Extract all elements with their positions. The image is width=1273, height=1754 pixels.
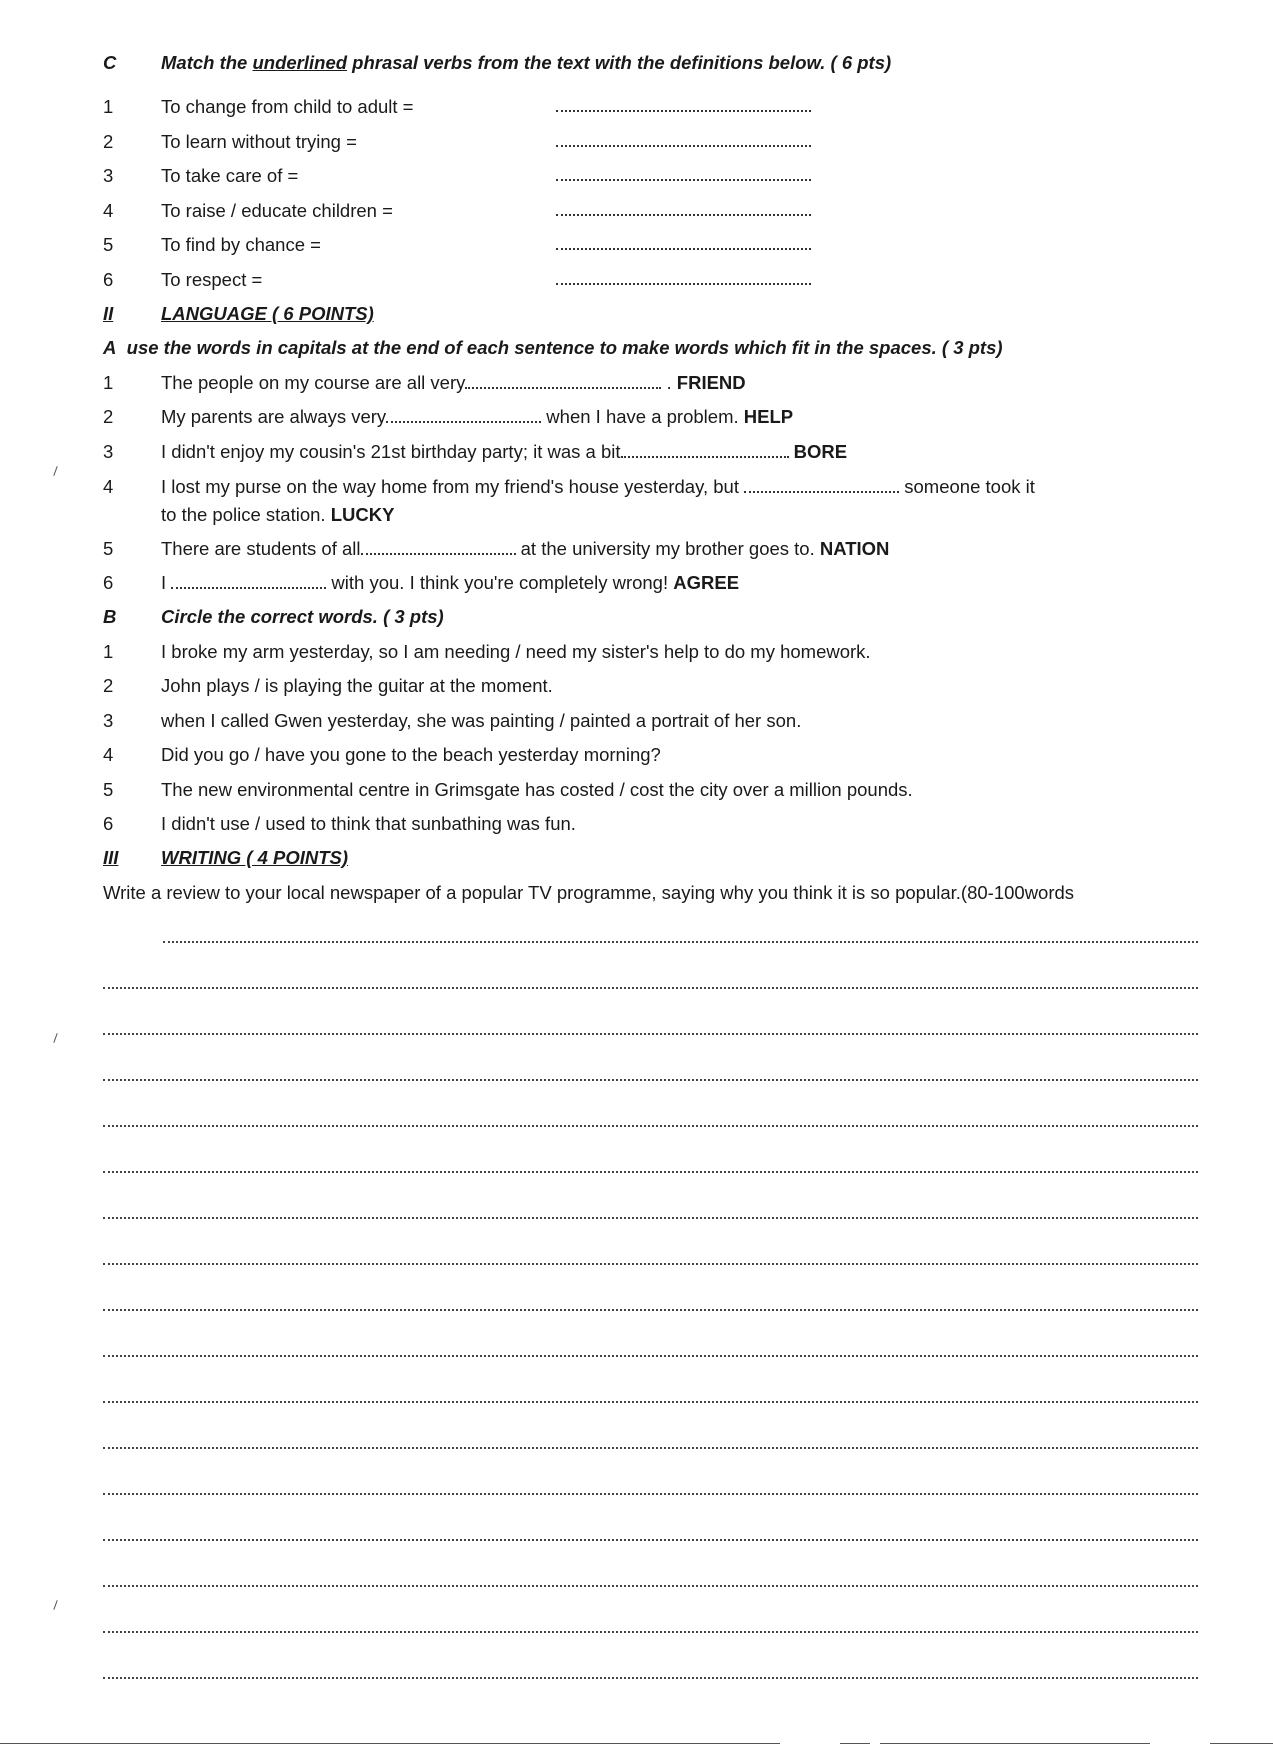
item-number: 3: [103, 441, 114, 462]
part-a-letter: A: [103, 337, 117, 358]
keyword: FRIEND: [676, 372, 746, 393]
writing-line[interactable]: [103, 1171, 1198, 1173]
sentence: [161, 372, 746, 394]
language-roman: II: [103, 303, 114, 324]
sentence-start: There are students of all: [161, 538, 361, 559]
definition-text: To find by chance =: [161, 234, 321, 255]
item-number: 4: [103, 744, 114, 765]
answer-blank[interactable]: [556, 248, 811, 250]
answer-blank[interactable]: [556, 145, 811, 147]
item-number: 6: [103, 269, 114, 290]
answer-blank[interactable]: [361, 539, 516, 555]
sentence: [161, 476, 1035, 498]
writing-line[interactable]: [103, 1033, 1198, 1035]
keyword: LUCKY: [330, 504, 395, 525]
sentence: [161, 538, 889, 560]
answer-blank[interactable]: [556, 110, 811, 112]
sentence-continued: [161, 504, 394, 526]
writing-line[interactable]: [103, 987, 1198, 989]
item-number: 3: [103, 165, 114, 186]
sentence: [161, 572, 739, 594]
item-number: 2: [103, 131, 114, 152]
item-number: 3: [103, 710, 114, 731]
item-number: 6: [103, 572, 114, 593]
writing-line[interactable]: [103, 1493, 1198, 1495]
sentence-start: I lost my purse on the way home from my friend's house yesterday, but: [161, 476, 745, 497]
writing-line[interactable]: [103, 1447, 1198, 1449]
writing-line[interactable]: [103, 1539, 1198, 1541]
sentence-line2: to the police station.: [161, 504, 331, 525]
answer-blank[interactable]: [386, 407, 541, 423]
part-b-letter: B: [103, 606, 117, 627]
sentence-end: at the university my brother goes to.: [515, 538, 820, 559]
answer-blank[interactable]: [465, 373, 661, 389]
item-number: 6: [103, 813, 114, 834]
writing-title: WRITING ( 4 POINTS): [161, 847, 349, 868]
item-number: 4: [103, 476, 114, 497]
writing-line[interactable]: [103, 1217, 1198, 1219]
answer-blank[interactable]: [556, 179, 811, 181]
keyword: AGREE: [673, 572, 740, 593]
sentence-with-options[interactable]: The new environmental centre in Grimsgate has costed / cost the city over a million pounds.: [161, 779, 913, 800]
answer-blank[interactable]: [556, 283, 811, 285]
writing-line[interactable]: [103, 1677, 1198, 1679]
writing-prompt: Write a review to your local newspaper of a popular TV programme, saying why you think it is so popular.(80-100words: [103, 882, 1075, 903]
sentence-end: with you. I think you're completely wrong!: [326, 572, 674, 593]
footer-rule: [840, 1743, 870, 1744]
answer-blank[interactable]: [556, 214, 811, 216]
sentence-with-options[interactable]: I broke my arm yesterday, so I am needing / need my sister's help to do my homework.: [161, 641, 871, 662]
definition-text: To take care of =: [161, 165, 299, 186]
writing-line[interactable]: [163, 941, 1198, 943]
sentence-start: I didn't enjoy my cousin's 21st birthday party; it was a bit: [161, 441, 621, 462]
definition-text: To raise / educate children =: [161, 200, 393, 221]
item-number: 1: [103, 96, 114, 117]
footer-rule: [880, 1743, 1150, 1744]
sentence-with-options[interactable]: John plays / is playing the guitar at the moment.: [161, 675, 553, 696]
margin-mark: [53, 466, 57, 476]
answer-blank[interactable]: [621, 442, 789, 458]
writing-line[interactable]: [103, 1263, 1198, 1265]
sentence-start: The people on my course are all very: [161, 372, 466, 393]
item-number: 5: [103, 234, 114, 255]
item-number: 2: [103, 675, 114, 696]
answer-blank[interactable]: [171, 573, 326, 589]
writing-roman: III: [103, 847, 119, 868]
writing-line[interactable]: [103, 1401, 1198, 1403]
writing-line[interactable]: [103, 1125, 1198, 1127]
sentence-end: .: [661, 372, 677, 393]
sentence-with-options[interactable]: I didn't use / used to think that sunbathing was fun.: [161, 813, 576, 834]
keyword: BORE: [793, 441, 848, 462]
writing-line[interactable]: [103, 1309, 1198, 1311]
item-number: 5: [103, 538, 114, 559]
sentence-start: I: [161, 572, 172, 593]
sentence: [161, 406, 793, 428]
writing-line[interactable]: [103, 1079, 1198, 1081]
writing-line[interactable]: [103, 1585, 1198, 1587]
instruction-text: Match the: [161, 52, 253, 73]
sentence-end: when I have a problem.: [541, 406, 744, 427]
item-number: 4: [103, 200, 114, 221]
item-number: 1: [103, 641, 114, 662]
item-number: 5: [103, 779, 114, 800]
part-a-heading: [103, 337, 1003, 359]
section-c-letter: C: [103, 52, 117, 73]
definition-text: To learn without trying =: [161, 131, 357, 152]
item-number: 1: [103, 372, 114, 393]
part-b-instruction: Circle the correct words. ( 3 pts): [161, 606, 444, 627]
sentence-start: My parents are always very: [161, 406, 387, 427]
sentence-end: someone took it: [899, 476, 1035, 497]
part-b-heading: [103, 606, 444, 628]
writing-line[interactable]: [103, 1631, 1198, 1633]
footer-rule: [1210, 1743, 1273, 1744]
footer-rule: [0, 1743, 780, 1744]
answer-blank[interactable]: [744, 477, 899, 493]
definition-text: To change from child to adult =: [161, 96, 414, 117]
margin-mark: [53, 1600, 57, 1610]
section-c-heading: [103, 52, 891, 74]
definition-text: To respect =: [161, 269, 263, 290]
part-a-instruction: use the words in capitals at the end of each sentence to make words which fit in the spaces. ( 3 pts): [126, 337, 1003, 358]
writing-line[interactable]: [103, 1355, 1198, 1357]
instruction-underlined: underlined: [252, 52, 348, 73]
keyword: NATION: [819, 538, 890, 559]
sentence-with-options[interactable]: when I called Gwen yesterday, she was painting / painted a portrait of her son.: [161, 710, 802, 731]
language-heading: [103, 303, 374, 325]
keyword: HELP: [743, 406, 794, 427]
writing-heading: [103, 847, 348, 869]
sentence-with-options[interactable]: Did you go / have you gone to the beach yesterday morning?: [161, 744, 661, 765]
instruction-text-end: phrasal verbs from the text with the definitions below. ( 6 pts): [347, 52, 892, 73]
margin-mark: [53, 1033, 57, 1043]
sentence: [161, 441, 847, 463]
language-title: LANGUAGE ( 6 POINTS): [161, 303, 374, 324]
item-number: 2: [103, 406, 114, 427]
